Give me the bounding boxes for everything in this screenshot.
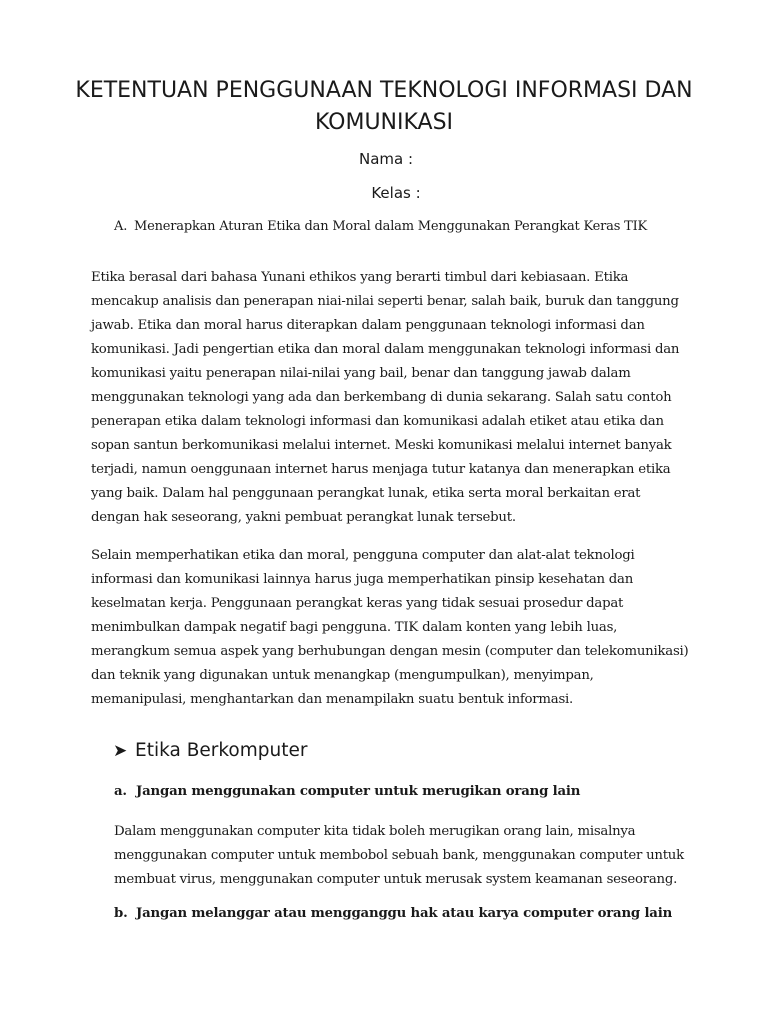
subheading-a-letter: a. xyxy=(114,784,127,799)
subheading-b-text: Jangan melanggar atau mengganggu hak atau karya computer orang lain xyxy=(136,906,673,921)
subheading-a xyxy=(114,784,580,799)
section-a-heading xyxy=(114,219,647,234)
section-a-letter: A. xyxy=(114,219,128,234)
heading-text: Etika Berkomputer xyxy=(135,740,308,761)
section-heading-etika-berkomputer xyxy=(113,740,307,761)
arrow-bullet-icon: ➤ xyxy=(113,741,128,761)
kelas-label: Kelas : xyxy=(371,184,421,202)
paragraph-kesehatan: Selain memperhatikan etika dan moral, pengguna computer dan alat-alat teknologi informasi dan komunikasi lainnya harus juga memperhatikan pinsip kesehatan dan keselmatan kerja. Penggunaan perangkat keras yang tidak sesuai prosedur dapat menimbulkan dampak negatif bagi pengguna. TIK dalam konten yang lebih luas, merangkum semua aspek yang berhubungan dengan mesin (computer dan telekomunikasi) dan teknik yang digunakan untuk menangkap (mengumpulkan), menyimpan, memanipulasi, menghantarkan dan menampilakn suatu bentuk informasi. xyxy=(91,548,689,707)
document-title: KETENTUAN PENGGUNAAN TEKNOLOGI INFORMASI DAN KOMUNIKASI xyxy=(75,78,693,135)
nama-label: Nama : xyxy=(358,150,414,168)
paragraph-merugikan: Dalam menggunakan computer kita tidak boleh merugikan orang lain, misalnya menggunakan computer untuk membobol sebuah bank, menggunakan computer untuk membuat virus, menggunakan computer untuk merusak system keamanan seseorang. xyxy=(114,824,684,887)
section-a-text: Menerapkan Aturan Etika dan Moral dalam Menggunakan Perangkat Keras TIK xyxy=(134,219,648,234)
subheading-b xyxy=(114,906,672,921)
subheading-b-letter: b. xyxy=(114,906,128,921)
subheading-a-text: Jangan menggunakan computer untuk merugikan orang lain xyxy=(136,784,581,799)
paragraph-etika: Etika berasal dari bahasa Yunani ethikos yang berarti timbul dari kebiasaan. Etika mencakup analisis dan penerapan niai-nilai seperti benar, salah baik, buruk dan tanggung jawab. Etika dan moral harus diterapkan dalam penggunaan teknologi informasi dan komunikasi. Jadi pengertian etika dan moral dalam menggunakan teknologi informasi dan komunikasi yaitu penerapan nilai-nilai yang bail, benar dan tanggung jawab dalam menggunakan teknologi yang ada dan berkembang di dunia sekarang. Salah satu contoh penerapan etika dalam teknologi informasi dan komunikasi adalah etiket atau etika dan sopan santun berkomunikasi melalui internet. Meski komunikasi melalui internet banyak terjadi, namun oenggunaan internet harus menjaga tutur katanya dan menerapkan etika yang baik. Dalam hal penggunaan perangkat lunak, etika serta moral berkaitan erat dengan hak seseorang, yakni pembuat perangkat lunak tersebut. xyxy=(91,270,680,525)
